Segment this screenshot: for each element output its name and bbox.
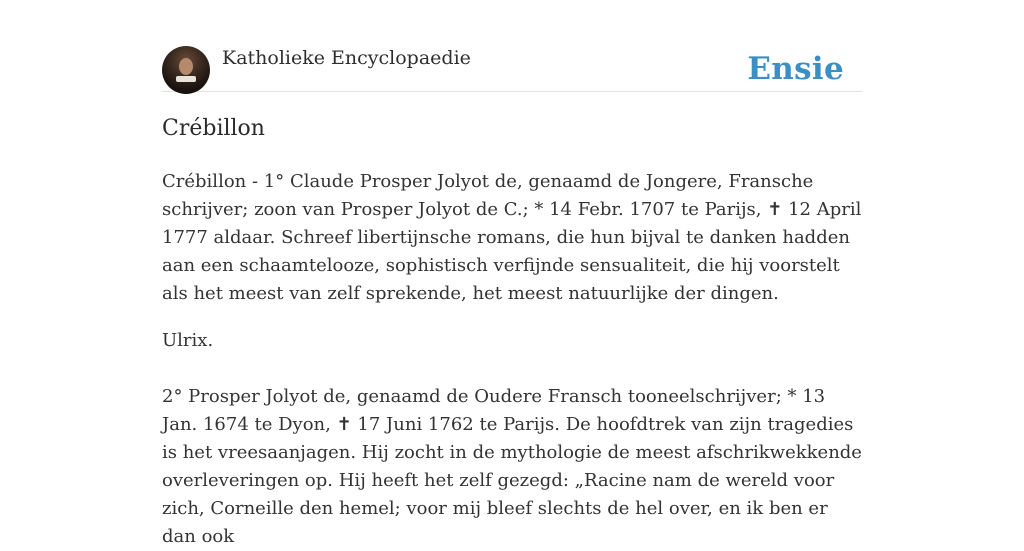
paragraph-text: Crébillon - 1° Claude Prosper Jolyot de, genaamd de Jongere, Fransche schrijver; zoon van Prosper Jolyot de C.; * 14 Febr. 1707 te Parijs, <box>162 171 814 220</box>
paragraph-text: 12 April 1777 aldaar. Schreef libertijnsche romans, die hun bijval te danken hadden aan een schaamtelooze, sophistisch verfijnde sensualiteit, die hij voorstelt als het meest van zelf sprekende, het meest natuurlijke der dingen. <box>162 199 862 304</box>
article-author: Ulrix. <box>162 330 214 351</box>
article-body <box>162 168 862 551</box>
avatar[interactable] <box>162 46 210 94</box>
article-paragraph <box>162 383 862 551</box>
paragraph-text: 2° Prosper Jolyot de, genaamd de Oudere Fransch tooneelschrijver; * 13 Jan. 1674 te Dyon, <box>162 386 826 435</box>
cross-icon: ✝ <box>767 199 783 220</box>
site-header <box>162 46 862 92</box>
avatar-collar <box>176 76 196 82</box>
avatar-face <box>179 58 193 75</box>
brand-logo-link[interactable]: Ensie <box>747 51 844 87</box>
article-paragraph <box>162 168 862 308</box>
page-title: Crébillon <box>162 116 265 141</box>
cross-icon: ✝ <box>336 414 352 435</box>
site-title-link[interactable]: Katholieke Encyclopaedie <box>222 47 471 69</box>
paragraph-text: 17 Juni 1762 te Parijs. De hoofdtrek van zijn tragedies is het vreesaanjagen. Hij zocht in de mythologie de meest afschrikwekkende overleveringen op. Hij heeft het zelf gezegd: „Racine nam de wereld voor zich, Corneille den hemel; voor mij bleef slechts de hel over, en ik ben er dan ook <box>162 414 862 547</box>
